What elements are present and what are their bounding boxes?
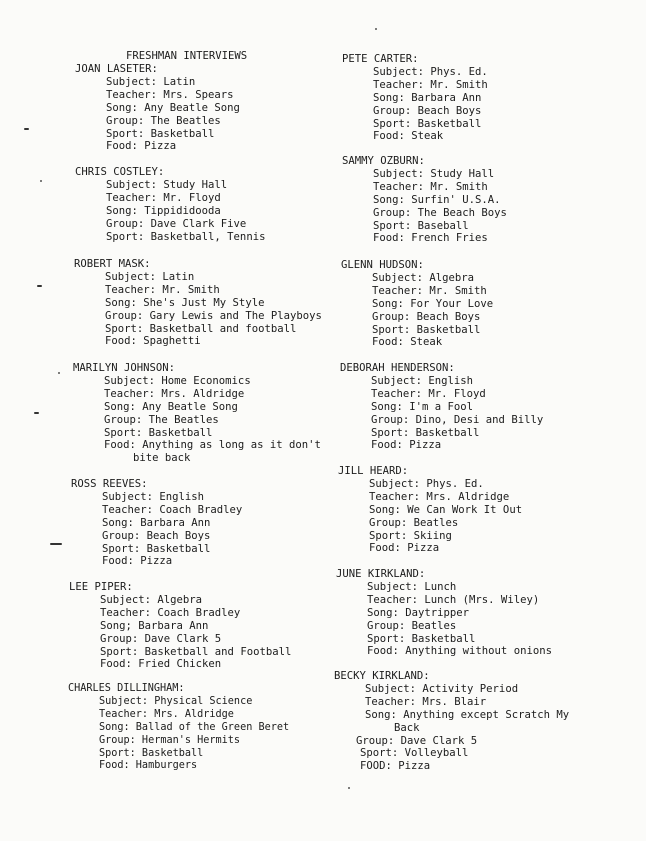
subject-line: Subject: Lunch [367, 580, 457, 593]
subject-line: Subject: English [102, 490, 205, 503]
page-title: FRESHMAN INTERVIEWS [126, 50, 248, 62]
song-line: Song: Surfin' U.S.A. [373, 193, 501, 206]
teacher-line: Teacher: Mrs. Aldridge [369, 490, 510, 503]
student-name: DEBORAH HENDERSON: [340, 362, 455, 374]
song-line: Song: Tippididooda [106, 204, 221, 217]
food-line: Food: Anything as long as it don't [104, 439, 321, 452]
group-line: Group: Herman's Hermits [99, 734, 241, 746]
subject-line: Subject: English [371, 374, 474, 387]
teacher-line: Teacher: Lunch (Mrs. Wiley) [367, 593, 540, 606]
song-line: Song: We Can Work It Out [369, 503, 523, 516]
teacher-line: Teacher: Coach Bradley [102, 503, 243, 516]
group-line: Group: Beach Boys [372, 310, 481, 323]
teacher-line: Teacher: Mrs. Blair [365, 695, 487, 708]
margin-mark [24, 128, 29, 130]
interview-marilyn-johnson [73, 362, 321, 465]
song-line: Song: Barbara Ann [102, 516, 211, 529]
interview-june-kirkland [336, 568, 552, 658]
scan-speck [375, 28, 377, 30]
subject-line: Subject: Study Hall [373, 167, 495, 180]
teacher-line: Teacher: Mrs. Aldridge [99, 708, 234, 720]
scan-speck [40, 180, 42, 182]
group-line: Group: Beach Boys [102, 529, 211, 542]
sport-line: Sport: Basketball [371, 426, 480, 439]
student-name: LEE PIPER: [69, 581, 133, 593]
subject-line: Subject: Phys. Ed. [373, 65, 488, 78]
interview-becky-kirkland [334, 670, 569, 773]
interview-chris-costley [75, 166, 265, 243]
group-line: Group: Dino, Desi and Billy [371, 413, 544, 426]
scan-speck [348, 787, 350, 789]
interview-deborah-henderson [340, 362, 543, 452]
subject-line: Subject: Algebra [372, 271, 475, 284]
scan-speck [58, 372, 60, 374]
song-line: Song: Anything except Scratch My [365, 708, 570, 721]
teacher-line: Teacher: Mr. Smith [373, 78, 488, 91]
food-line: Food: Hamburgers [99, 760, 198, 772]
student-name: JUNE KIRKLAND: [336, 568, 426, 580]
song-line-continuation: Back [394, 721, 420, 734]
sport-line: Sport: Basketball [373, 117, 482, 130]
group-line: Group: Dave Clark 5 [100, 632, 222, 645]
subject-line: Subject: Latin [106, 75, 196, 88]
food-line: Food: Pizza [102, 555, 173, 568]
margin-mark [34, 412, 39, 414]
sport-line: Sport: Basketball and football [105, 322, 297, 335]
song-line: Song: Daytripper [367, 606, 470, 619]
interview-robert-mask [74, 258, 322, 348]
subject-line: Subject: Phys. Ed. [369, 477, 484, 490]
interview-joan-laseter [75, 63, 240, 153]
student-name: ROSS REEVES: [71, 478, 148, 490]
sport-line: Sport: Skiing [369, 529, 452, 542]
song-line: Song: Barbara Ann [373, 91, 482, 104]
subject-line: Subject: Activity Period [365, 682, 519, 695]
teacher-line: Teacher: Mr. Floyd [106, 191, 221, 204]
sport-line: Sport: Basketball and Football [100, 645, 292, 658]
student-name: CHRIS COSTLEY: [75, 166, 165, 178]
food-line: Food: Anything without onions [367, 645, 552, 658]
interview-charles-dillingham [68, 683, 289, 773]
group-line: Group: Beatles [367, 619, 457, 632]
food-line-continuation: bite back [133, 452, 191, 465]
food-line: FOOD: Pizza [360, 760, 431, 773]
group-line: Group: The Beatles [104, 413, 219, 426]
subject-line: Subject: Latin [105, 270, 195, 283]
subject-line: Subject: Physical Science [99, 695, 253, 707]
group-line: Group: Dave Clark Five [106, 217, 247, 230]
food-line: Food: French Fries [373, 232, 488, 245]
teacher-line: Teacher: Mr. Floyd [371, 387, 486, 400]
interview-ross-reeves [71, 478, 242, 568]
song-line: Song: For Your Love [372, 297, 494, 310]
group-line: Group: The Beatles [106, 114, 221, 127]
interview-jill-heard [338, 465, 522, 555]
student-name: SAMMY OZBURN: [342, 155, 425, 167]
student-name: JILL HEARD: [338, 465, 409, 477]
sport-line: Sport: Basketball [106, 127, 215, 140]
food-line: Food: Pizza [106, 140, 177, 153]
song-line: Song: Any Beatle Song [106, 101, 240, 114]
food-line: Food: Pizza [371, 439, 442, 452]
group-line: Group: Dave Clark 5 [356, 734, 478, 747]
sport-line: Sport: Volleyball [360, 747, 469, 760]
teacher-line: Teacher: Mr. Smith [372, 284, 487, 297]
song-line: Song; Barbara Ann [100, 619, 209, 632]
group-line: Group: The Beach Boys [373, 206, 507, 219]
group-line: Group: Beatles [369, 516, 459, 529]
song-line: Song: Any Beatle Song [104, 400, 238, 413]
student-name: BECKY KIRKLAND: [334, 670, 430, 682]
teacher-line: Teacher: Mrs. Spears [106, 88, 234, 101]
sport-line: Sport: Basketball [367, 632, 476, 645]
sport-line: Sport: Basketball [372, 323, 481, 336]
song-line: Song: She's Just My Style [105, 296, 265, 309]
interview-lee-piper [69, 581, 291, 671]
margin-mark [37, 285, 42, 287]
teacher-line: Teacher: Mrs. Aldridge [104, 387, 245, 400]
subject-line: Subject: Algebra [100, 593, 203, 606]
subject-line: Subject: Study Hall [106, 178, 228, 191]
food-line: Food: Steak [372, 336, 443, 349]
food-line: Food: Fried Chicken [100, 658, 222, 671]
food-line: Food: Pizza [369, 542, 440, 555]
student-name: MARILYN JOHNSON: [73, 362, 176, 374]
teacher-line: Teacher: Coach Bradley [100, 606, 241, 619]
food-line: Food: Steak [373, 130, 444, 143]
food-line: Food: Spaghetti [105, 335, 201, 348]
subject-line: Subject: Home Economics [104, 374, 251, 387]
interview-glenn-hudson [341, 259, 493, 349]
student-name: GLENN HUDSON: [341, 259, 424, 271]
student-name: ROBERT MASK: [74, 258, 151, 270]
teacher-line: Teacher: Mr. Smith [373, 180, 488, 193]
sport-line: Sport: Basketball [104, 426, 213, 439]
song-line: Song: I'm a Fool [371, 400, 474, 413]
student-name: CHARLES DILLINGHAM: [68, 683, 185, 694]
group-line: Group: Gary Lewis and The Playboys [105, 309, 322, 322]
interview-pete-carter [342, 53, 488, 143]
student-name: PETE CARTER: [342, 53, 419, 65]
group-line: Group: Beach Boys [373, 104, 482, 117]
student-name: JOAN LASETER: [75, 63, 158, 75]
teacher-line: Teacher: Mr. Smith [105, 283, 220, 296]
sport-line: Sport: Basketball, Tennis [106, 230, 266, 243]
song-line: Song: Ballad of the Green Beret [99, 721, 290, 733]
sport-line: Sport: Basketball [102, 542, 211, 555]
margin-mark [50, 543, 62, 545]
sport-line: Sport: Baseball [373, 219, 469, 232]
sport-line: Sport: Basketball [99, 747, 204, 759]
interview-sammy-ozburn [342, 155, 507, 245]
